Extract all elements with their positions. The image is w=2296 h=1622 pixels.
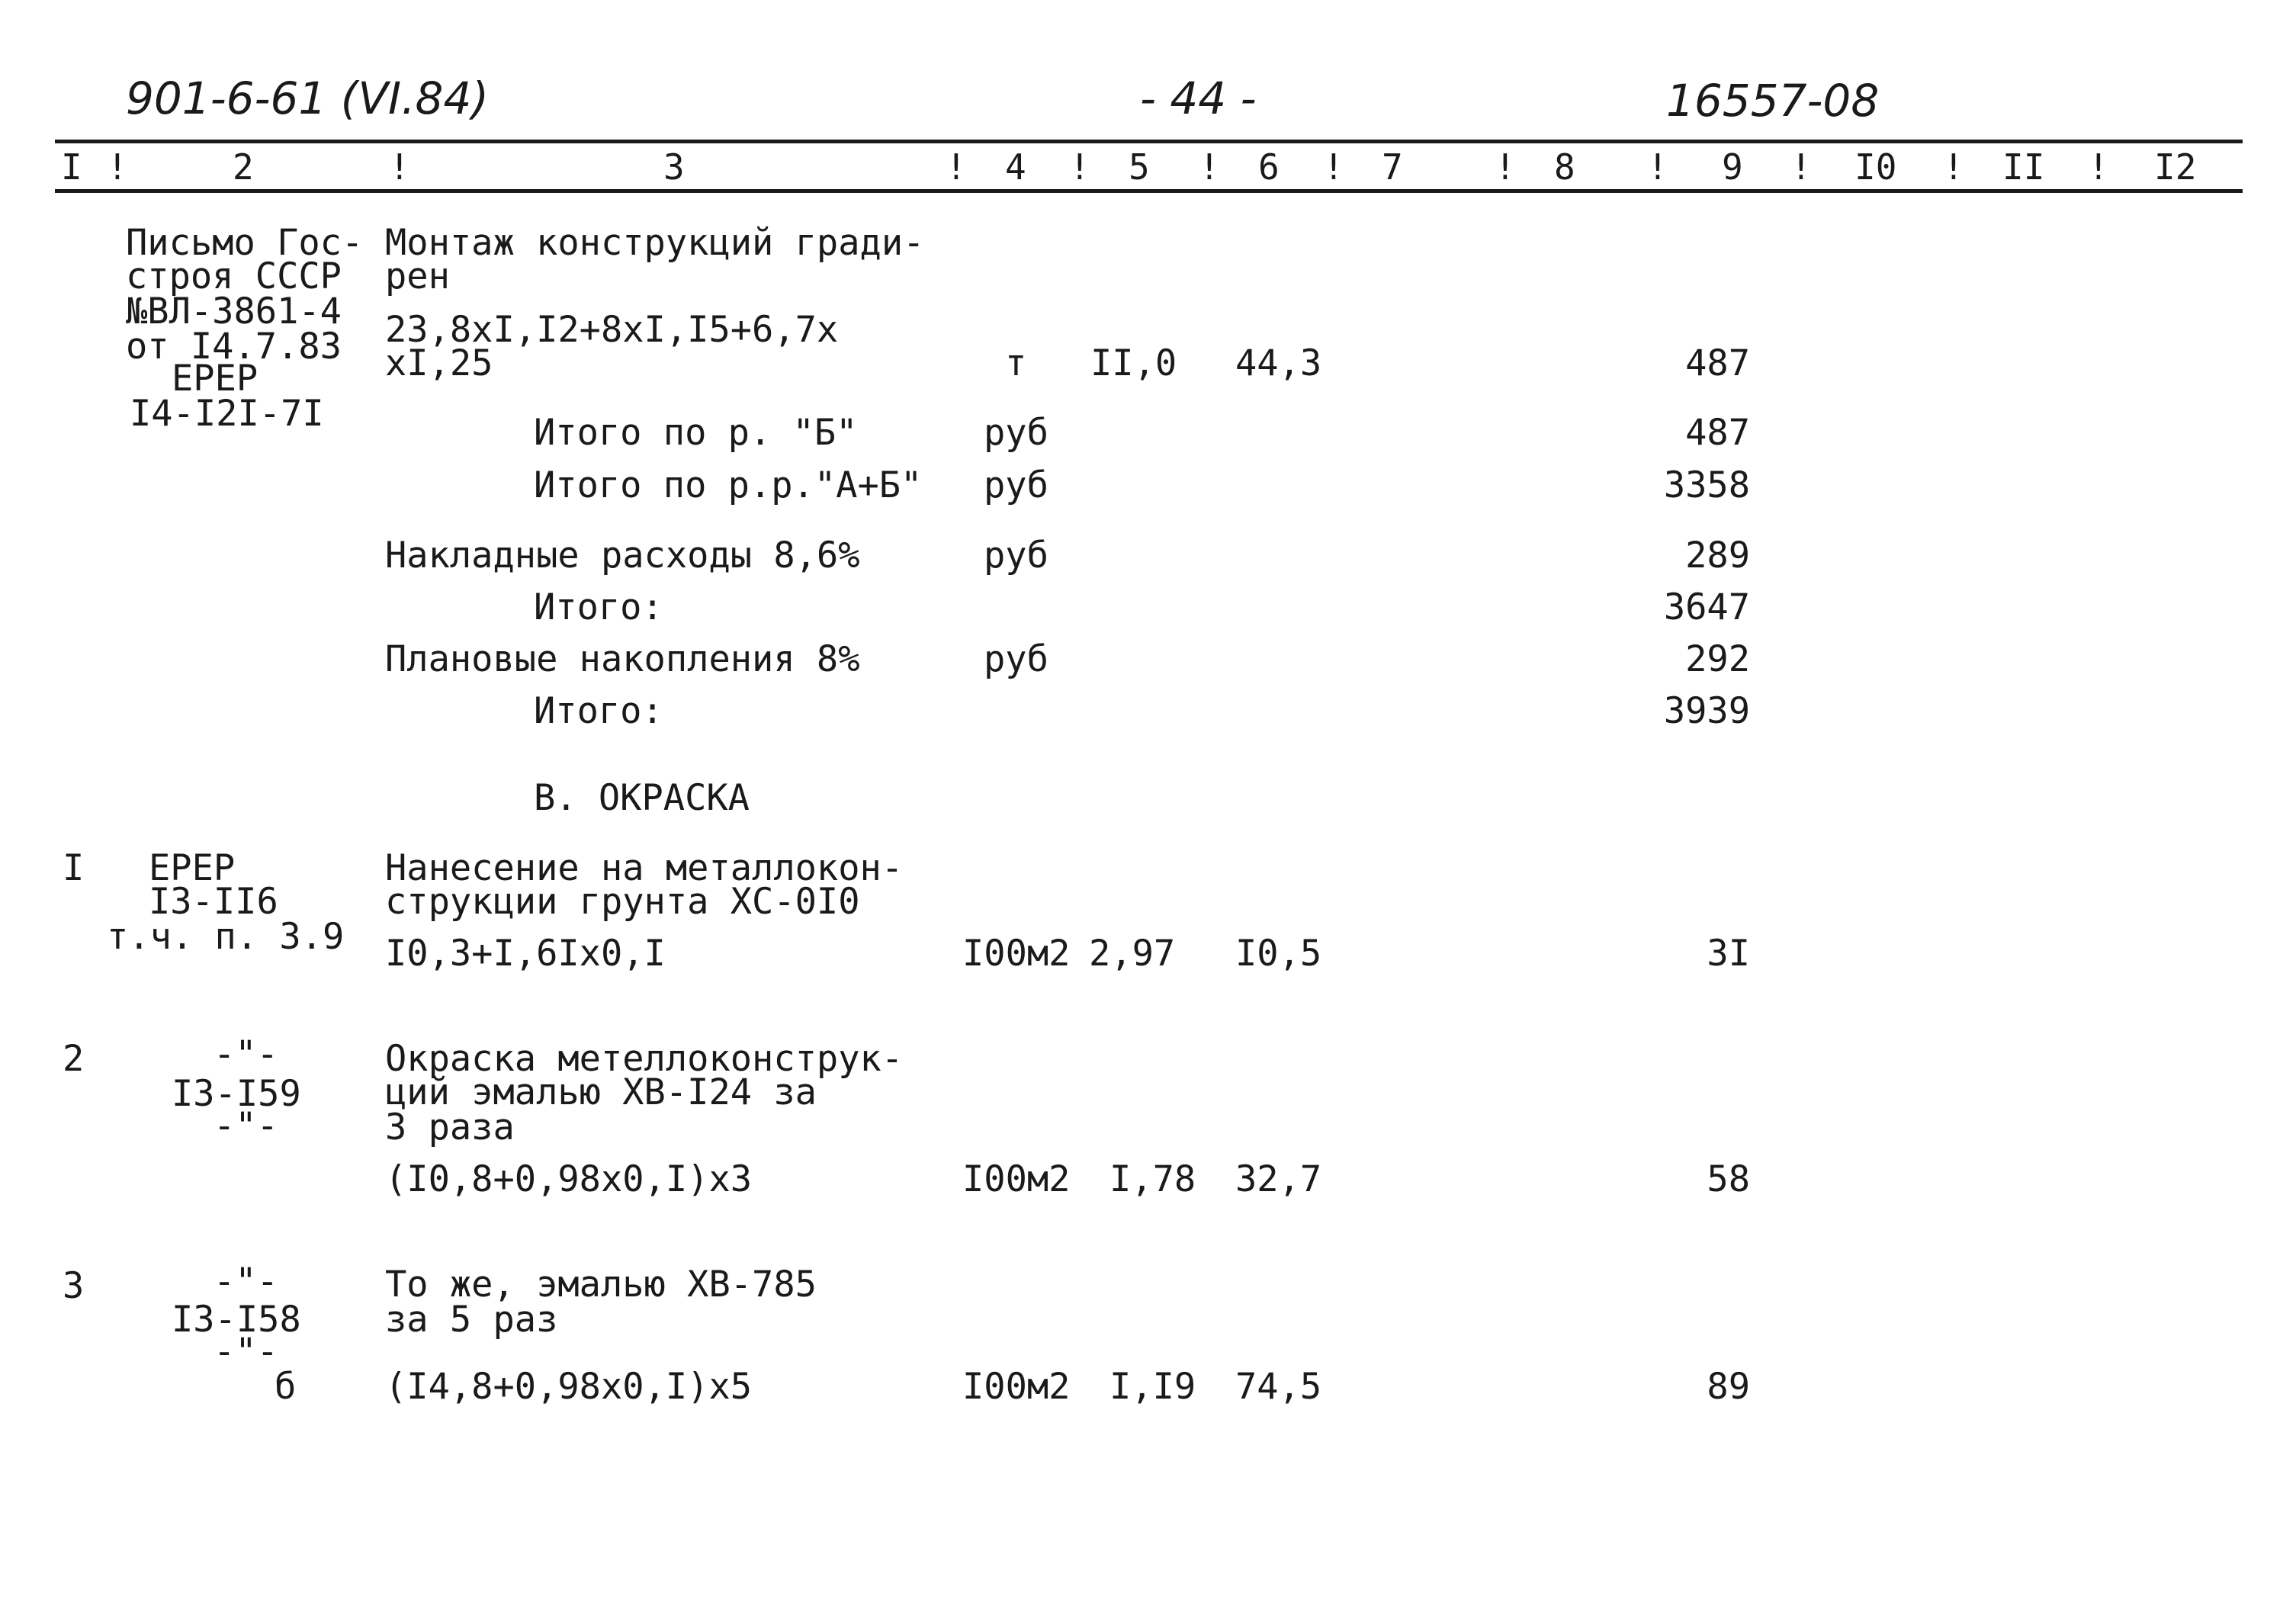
description-line: ций эмалью ХВ-I24 за [385,1071,817,1113]
total-value: 3647 [1663,586,1750,628]
total-value: 292 [1685,638,1750,680]
description-line: за 5 раз [385,1299,558,1341]
col-header-5: 5 [1129,146,1150,188]
description-line: Окраска метеллоконструк- [385,1038,904,1080]
ref-line: I3-I59 [172,1073,301,1115]
unit-cell: I00м2 [962,933,1071,975]
formula-line: I0,3+I,6Ix0,I [385,933,666,975]
col-separator: ! [1069,146,1090,188]
total-value: 289 [1685,535,1750,577]
document-code: 901-6-61 (VI.84) [126,72,489,124]
description-line: Нанесение на металлокон- [385,847,904,889]
ref-line: №ВЛ-3861-4 [126,291,342,332]
col-header-10: I0 [1854,146,1897,188]
item-number: 3 [63,1265,85,1307]
unit-cell: I00м2 [962,1366,1071,1408]
ref-line: I3-II6 [149,881,278,923]
header-bottom-rule [55,189,2243,193]
ref-line: ЕРЕР [149,847,236,889]
total-label: Итого по р.р."А+Б" [534,464,923,506]
description-line: струкции грунта ХС-0I0 [385,881,860,923]
col-separator: ! [1943,146,1964,188]
col-header-11: II [2002,146,2045,188]
price-cell: 74,5 [1235,1366,1322,1408]
total-label: Накладные расходы 8,6% [385,535,860,577]
col-separator: ! [1495,146,1516,188]
total-label: Плановые накопления 8% [385,638,860,680]
ref-line: -"- [214,1261,278,1302]
total-cell: 89 [1707,1366,1750,1408]
quantity-cell: I,78 [1109,1158,1196,1200]
price-cell: 32,7 [1235,1158,1322,1200]
description-line: рен [385,255,450,297]
col-separator: ! [1323,146,1344,188]
col-separator: ! [107,146,128,188]
ref-line: б [275,1366,297,1408]
total-unit: руб [984,464,1048,506]
ref-line: от I4.7.83 [126,326,342,368]
unit-cell: I00м2 [962,1158,1071,1200]
ref-line: ЕРЕР [172,358,259,400]
col-separator: ! [1790,146,1812,188]
col-header-8: 8 [1554,146,1575,188]
total-cell: 487 [1685,342,1750,384]
description-line: Монтаж конструкций гради- [385,222,925,264]
col-header-12: I2 [2154,146,2197,188]
ref-line: -"- [214,1331,278,1373]
item-number: 2 [63,1038,85,1080]
total-value: 3939 [1663,690,1750,732]
col-header-4: 4 [1005,146,1026,188]
page-number: - 44 - [1140,72,1257,124]
total-label: Итого: [534,586,663,628]
description-line: То же, эмалью ХВ-785 [385,1264,817,1306]
col-header-6: 6 [1258,146,1280,188]
total-cell: 3I [1707,933,1750,975]
formula-line: (I4,8+0,98x0,I)x5 [385,1366,753,1408]
description-line: 3 раза [385,1106,515,1148]
header-top-rule [55,140,2243,143]
total-unit: руб [984,535,1048,577]
ref-line: строя СССР [126,255,342,297]
total-value: 487 [1685,412,1750,454]
formula-line: (I0,8+0,98x0,I)x3 [385,1158,753,1200]
quantity-cell: 2,97 [1089,933,1176,975]
ref-line: -"- [214,1033,278,1075]
section-title: В. ОКРАСКА [534,777,750,819]
total-unit: руб [984,638,1048,680]
total-cell: 58 [1707,1158,1750,1200]
col-header-1: I [61,146,82,188]
item-number: I [63,847,85,889]
col-separator: ! [389,146,410,188]
col-separator: ! [2088,146,2109,188]
total-unit: руб [984,412,1048,454]
col-separator: ! [1199,146,1220,188]
total-value: 3358 [1663,464,1750,506]
col-header-7: 7 [1382,146,1403,188]
unit-cell: т [1005,342,1027,384]
col-header-9: 9 [1722,146,1743,188]
ref-line: I3-I58 [172,1299,301,1341]
col-separator: ! [1647,146,1668,188]
formula-line: xI,25 [385,342,493,384]
total-label: Итого: [534,690,663,732]
formula-line: 23,8xI,I2+8xI,I5+6,7x [385,309,839,351]
ref-line: Письмо Гос- [126,222,364,264]
ref-line: т.ч. п. 3.9 [107,916,345,958]
col-separator: ! [946,146,967,188]
ref-line: I4-I2I-7I [130,393,324,435]
quantity-cell: I,I9 [1109,1366,1196,1408]
col-header-2: 2 [233,146,254,188]
price-cell: 44,3 [1235,342,1322,384]
total-label: Итого по р. "Б" [534,412,858,454]
ref-line: -"- [214,1105,278,1147]
quantity-cell: II,0 [1090,342,1177,384]
price-cell: I0,5 [1235,933,1322,975]
project-number: 16557-08 [1666,75,1880,127]
col-header-3: 3 [663,146,685,188]
